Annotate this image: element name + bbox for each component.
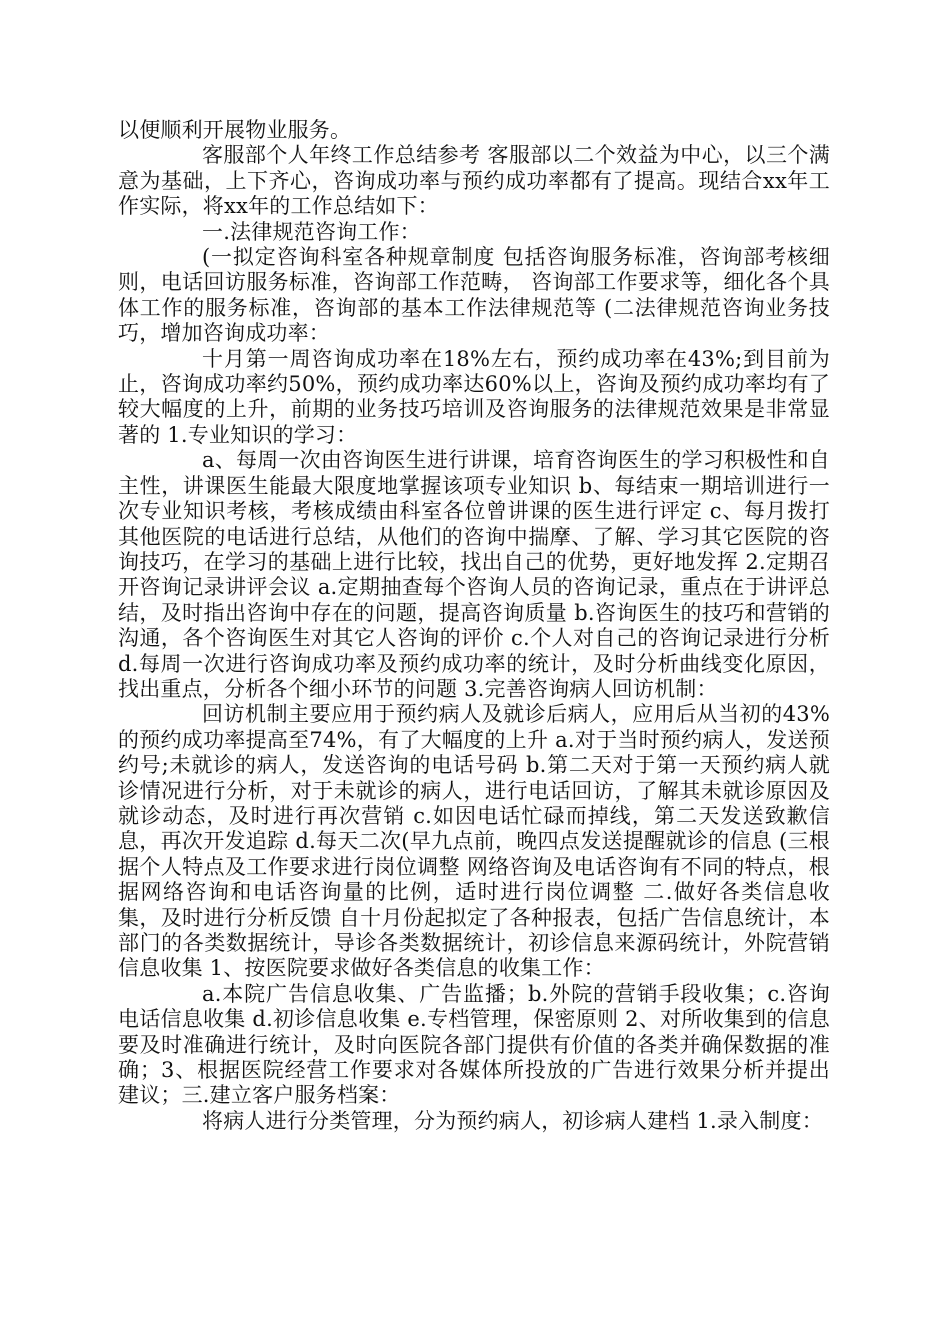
- document-body: [118, 118, 830, 1134]
- paragraph-5: 十月第一周咨询成功率在18%左右，预约成功率在43%;到目前为止，咨询成功率约50%，预约成功率达60%以上，咨询及预约成功率均有了较大幅度的上升，前期的业务技巧培训及咨询服务的法律规范效果是非常显著的 1.专业知识的学习：: [118, 346, 830, 447]
- paragraph-8: a.本院广告信息收集、广告监播；b.外院的营销手段收集；c.咨询电话信息收集 d.初诊信息收集 e.专档管理，保密原则 2、对所收集到的信息要及时准确进行统计，及时向医院各部门提供有价值的各类并确保数据的准确；3、根据医院经营工作要求对各媒体所投放的广告进行效果分析并提出建议；三.建立客户服务档案：: [118, 981, 830, 1108]
- paragraph-6: a、每周一次由咨询医生进行讲课，培育咨询医生的学习积极性和自主性，讲课医生能最大限度地掌握该项专业知识 b、每结束一期培训进行一次专业知识考核，考核成绩由科室各位曾讲课的医生进行评定 c、每月拨打其他医院的电话进行总结，从他们的咨询中揣摩、了解、学习其它医院的咨询技巧，在学习的基础上进行比较，找出自己的优势，更好地发挥 2.定期召开咨询记录讲评会议 a.定期抽查每个咨询人员的咨询记录，重点在于讲评总结，及时指出咨询中存在的问题，提高咨询质量 b.咨询医生的技巧和营销的沟通，各个咨询医生对其它人咨询的评价 c.个人对自己的咨询记录进行分析 d.每周一次进行咨询成功率及预约成功率的统计，及时分析曲线变化原因，找出重点，分析各个细小环节的问题 3.完善咨询病人回访机制：: [118, 448, 830, 701]
- paragraph-3: 一.法律规范咨询工作：: [202, 219, 421, 244]
- paragraph-4: (一拟定咨询科室各种规章制度 包括咨询服务标准，咨询部考核细则，电话回访服务标准，咨询部工作范畴， 咨询部工作要求等，细化各个具体工作的服务标准，咨询部的基本工作法律规范等 (二法律规范咨询业务技巧，增加咨询成功率：: [118, 245, 830, 346]
- paragraph-9: 将病人进行分类管理，分为预约病人，初诊病人建档 1.录入制度：: [202, 1108, 823, 1133]
- paragraph-7: 回访机制主要应用于预约病人及就诊后病人，应用后从当初的43%的预约成功率提高至74%，有了大幅度的上升 a.对于当时预约病人，发送预约号;未就诊的病人，发送咨询的电话号码 b.第二天对于第一天预约病人就诊情况进行分析，对于未就诊的病人，进行电话回访，了解其未就诊原因及就诊动态，及时进行再次营销 c.如因电话忙碌而掉线，第二天发送致歉信息，再次开发追踪 d.每天二次(早九点前，晚四点发送提醒就诊的信息 (三根据个人特点及工作要求进行岗位调整 网络咨询及电话咨询有不同的特点，根据网络咨询和电话咨询量的比例，适时进行岗位调整 二.做好各类信息收集，及时进行分析反馈 自十月份起拟定了各种报表，包括广告信息统计，本部门的各类数据统计，导诊各类数据统计，初诊信息来源码统计，外院营销信息收集 1、按医院要求做好各类信息的收集工作：: [118, 702, 830, 981]
- paragraph-1: 以便顺利开展物业服务。: [118, 118, 352, 142]
- paragraph-2: 客服部个人年终工作总结参考 客服部以二个效益为中心，以三个满意为基础，上下齐心，咨询成功率与预约成功率都有了提高。现结合xx年工作实际，将xx年的工作总结如下：: [118, 143, 830, 219]
